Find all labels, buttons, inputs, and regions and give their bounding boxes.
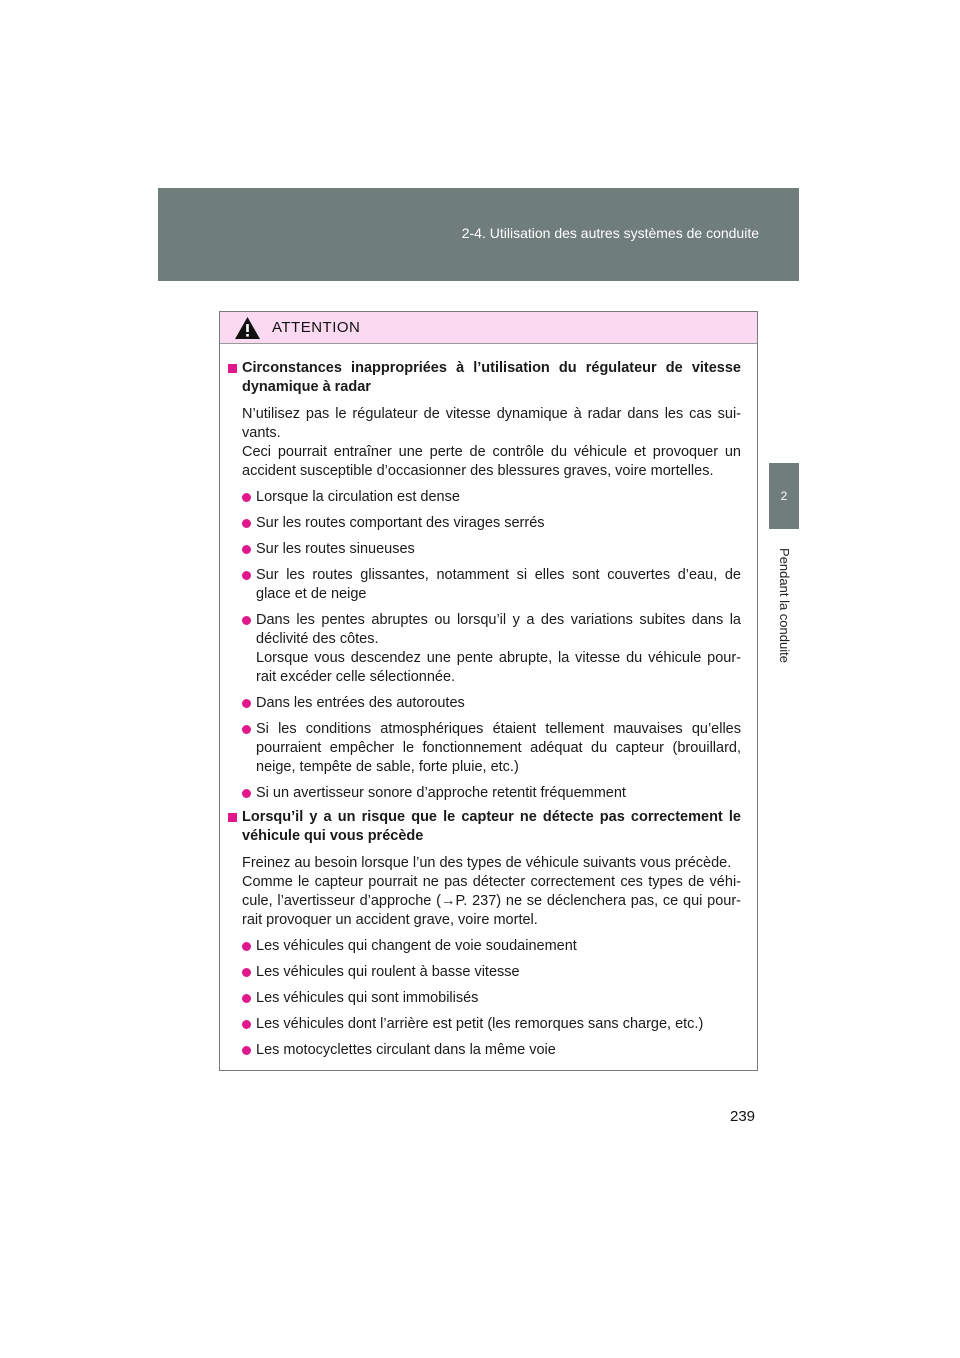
round-bullet-icon	[242, 789, 251, 798]
list-item-text: Les motocyclettes circulant dans la même voie	[256, 1042, 556, 1058]
round-bullet-icon	[242, 968, 251, 977]
warning-header	[220, 312, 757, 344]
list-item-text: Si les conditions atmosphériques étaient tellement mauvaises qu’elles pourraient empêcher le fonctionnement adéquat du capteur (brouillard, neige, tempête de sable, forte pluie, etc.)	[256, 721, 741, 775]
list-item-content	[256, 963, 741, 982]
paragraph-text: Freinez au besoin lorsque l’un des types de véhicule suivants vous précède.	[242, 855, 732, 871]
list-item-text: Les véhicules qui roulent à basse vitesse	[256, 964, 520, 980]
list-item-content	[256, 784, 741, 803]
list-item-content	[256, 611, 741, 687]
topic-heading	[228, 359, 741, 397]
round-bullet-icon	[242, 493, 251, 502]
list-item-text: Lorsque la circulation est dense	[256, 489, 460, 505]
round-bullet-icon	[242, 545, 251, 554]
round-bullet-icon	[242, 725, 251, 734]
topic-heading-text: Lorsqu’il y a un risque que le capteur ne détecte pas correctement le véhicule qui vous précède	[242, 809, 741, 844]
list-item-extra-text: Lorsque vous descendez une pente abrupte, la vitesse du véhicule pour-rait excéder celle sélectionnée.	[256, 650, 741, 685]
warning-triangle-icon	[234, 316, 261, 340]
round-bullet-icon	[242, 571, 251, 580]
list-item-content	[256, 488, 741, 507]
round-bullet-icon	[242, 1046, 251, 1055]
chapter-tab	[769, 463, 799, 529]
list-item-content	[256, 720, 741, 777]
list-item	[242, 989, 741, 1008]
list-item-text: Si un avertisseur sonore d’approche retentit fréquemment	[256, 785, 626, 801]
list-item	[242, 514, 741, 533]
list-item	[242, 963, 741, 982]
warning-title: ATTENTION	[272, 319, 361, 336]
topic-heading	[228, 808, 741, 846]
list-item-content	[256, 1041, 741, 1060]
list-item	[242, 1015, 741, 1034]
chapter-number: 2	[780, 489, 788, 503]
list-item-text: Les véhicules dont l’arrière est petit (les remorques sans charge, etc.)	[256, 1016, 704, 1032]
list-item-text: Les véhicules qui changent de voie soudainement	[256, 938, 577, 954]
paragraph-text: Ceci pourrait entraîner une perte de contrôle du véhicule et provoquer un accident susceptible d’occasionner des blessures graves, voire mortelles.	[242, 444, 741, 479]
round-bullet-icon	[242, 942, 251, 951]
list-item-text: Dans les pentes abruptes ou lorsqu’il y a des variations subites dans la déclivité des côtes.	[256, 612, 741, 647]
round-bullet-icon	[242, 519, 251, 528]
paragraph-text: N’utilisez pas le régulateur de vitesse dynamique à radar dans les cas sui-vants.	[242, 406, 741, 441]
list-item-text: Sur les routes comportant des virages serrés	[256, 515, 545, 531]
list-item	[242, 784, 741, 803]
topic-heading-text: Circonstances inappropriées à l’utilisation du régulateur de vitesse dynamique à radar	[242, 360, 741, 395]
list-item-content	[256, 566, 741, 604]
topic-description	[242, 405, 741, 481]
section-title: 2-4. Utilisation des autres systèmes de conduite	[461, 225, 759, 241]
list-item-content	[256, 514, 741, 533]
round-bullet-icon	[242, 616, 251, 625]
list-item	[242, 540, 741, 559]
round-bullet-icon	[242, 699, 251, 708]
list-item-content	[256, 937, 741, 956]
round-bullet-icon	[242, 994, 251, 1003]
list-item	[242, 694, 741, 713]
warning-box	[219, 311, 758, 1071]
list-item	[242, 566, 741, 604]
list-item-content	[256, 694, 741, 713]
warning-body	[220, 344, 757, 1060]
list-item-text: Sur les routes glissantes, notamment si elles sont couvertes d’eau, de glace et de neige	[256, 567, 741, 602]
list-item	[242, 937, 741, 956]
round-bullet-icon	[242, 1020, 251, 1029]
square-bullet-icon	[228, 813, 237, 822]
list-item-text: Dans les entrées des autoroutes	[256, 695, 465, 711]
list-item-content	[256, 540, 741, 559]
list-item-content	[256, 989, 741, 1008]
list-item	[242, 611, 741, 687]
list-item-content	[256, 1015, 741, 1034]
list-item-text: Sur les routes sinueuses	[256, 541, 415, 557]
chapter-title: Pendant la conduite	[776, 547, 792, 663]
page-number: 239	[730, 1108, 756, 1125]
paragraph-text: Comme le capteur pourrait ne pas détecter correctement ces types de véhi-cule, l’avertisseur d’approche (→P. 237) ne se déclenchera pas, ce qui pour-rait provoquer un accident grave, voire mortel.	[242, 874, 741, 928]
topic-description	[242, 854, 741, 930]
square-bullet-icon	[228, 364, 237, 373]
list-item	[242, 720, 741, 777]
chapter-title-vertical	[770, 540, 798, 670]
list-item-text: Les véhicules qui sont immobilisés	[256, 990, 479, 1006]
header-band	[158, 188, 799, 281]
list-item	[242, 488, 741, 507]
list-item	[242, 1041, 741, 1060]
